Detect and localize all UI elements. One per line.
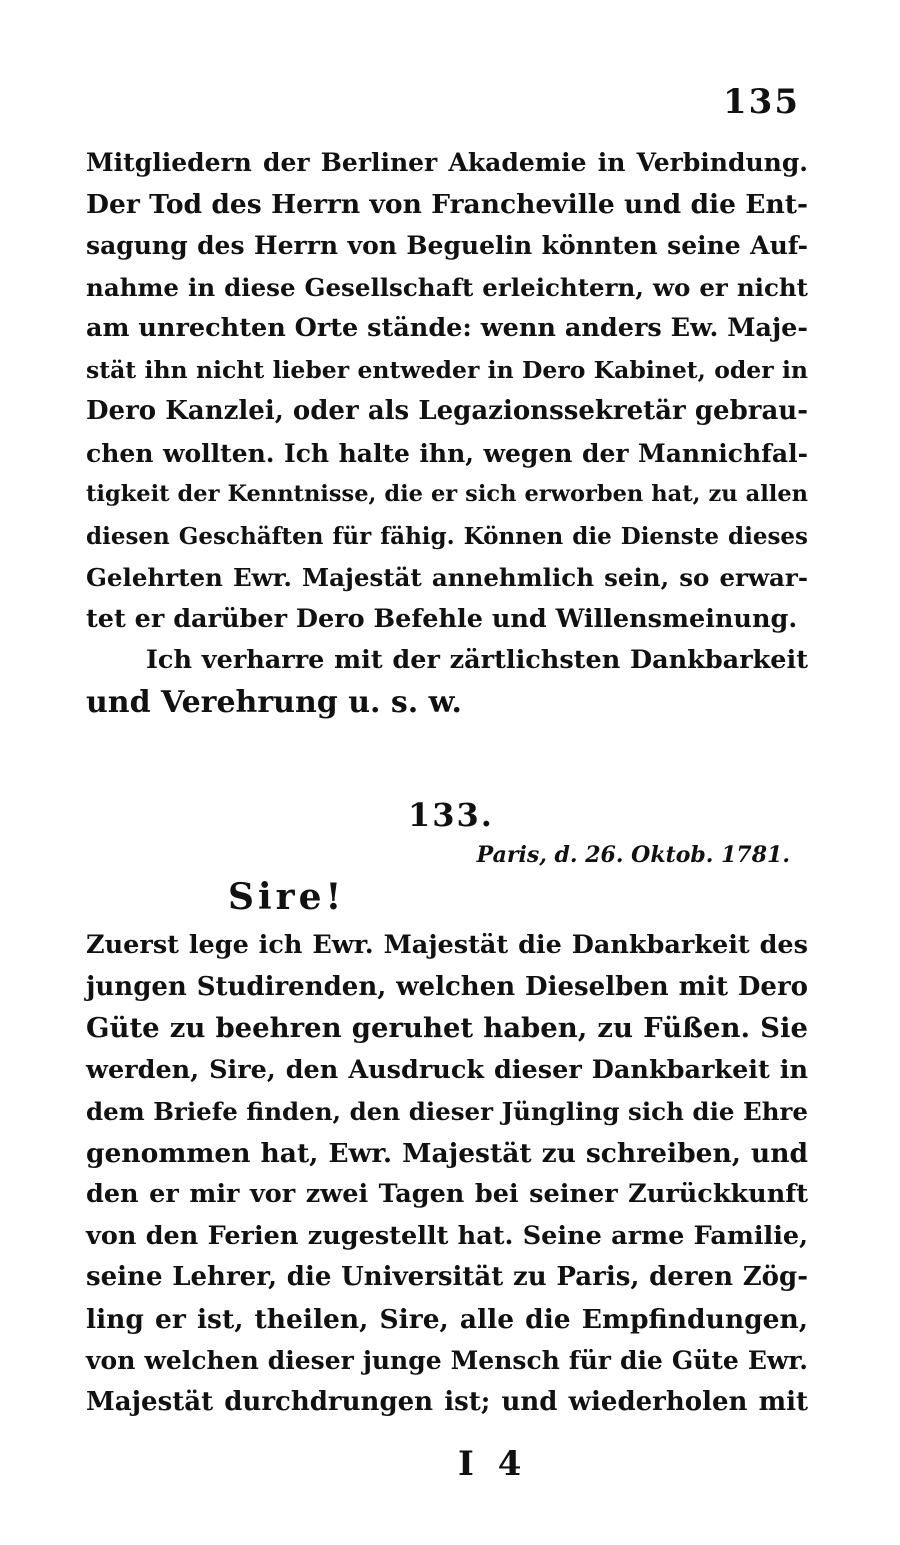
text-line: jungen Studirenden, welchen Dieselben mit Dero [86,971,808,1002]
text-line: ling er ist, theilen, Sire, alle die Empfindungen, [86,1303,808,1335]
text-line: diesen Geschäften für fähig. Können die Dienste dieses [86,522,808,550]
text-line: stät ihn nicht lieber entweder in Dero Kabinet, oder in [86,355,808,384]
signature-mark: I 4 [458,1444,528,1484]
dateline: Paris, d. 26. Oktob. 1781. [476,842,790,868]
text-line: Ich verharre mit der zärtlichsten Dankbarkeit [146,645,808,675]
text-line: Majestät durchdrungen ist; und wiederholen mit [86,1386,808,1417]
text-line: chen wollten. Ich halte ihn, wegen der Mannichfal- [86,438,808,468]
text-line: Mitgliedern der Berliner Akademie in Verbindung. [86,148,808,177]
letter-132-ending [86,142,808,723]
text-line: nahme in diese Gesellschaft erleichtern, wo er nicht [86,272,808,302]
text-line: seine Lehrer, die Universität zu Paris, deren Zög- [86,1262,808,1292]
text-line: tet er darüber Dero Befehle und Willensmeinung. [86,603,798,634]
text-line: sagung des Herrn von Beguelin könnten seine Auf- [86,231,808,260]
paragraph-continued [86,142,808,640]
text-line: Zuerst lege ich Ewr. Majestät die Dankbarkeit des [86,930,808,960]
text-line: Der Tod des Herrn von Francheville und die Ent- [86,188,808,220]
letter-133-body [86,925,808,1423]
salutation: Sire! [228,876,346,918]
text-line: Gelehrten Ewr. Majestät annehmlich sein, so erwar- [86,563,808,592]
text-line: Dero Kanzlei, oder als Legazionssekretär gebrau- [86,396,808,426]
text-line: tigkeit der Kenntnisse, die er sich erworben hat, zu allen [86,481,808,507]
text-line: von den Ferien zugestellt hat. Seine arme Familie, [86,1220,808,1251]
text-line: dem Briefe finden, den dieser Jüngling sich die Ehre [86,1097,808,1126]
closing-paragraph [86,640,808,723]
page-number: 135 [723,82,800,122]
text-line: den er mir vor zwei Tagen bei seiner Zurückkunft [86,1179,808,1209]
text-line: und Verehrung u. s. w. [86,684,462,720]
text-line: genommen hat, Ewr. Majestät zu schreiben, und [86,1137,808,1169]
text-line: werden, Sire, den Ausdruck dieser Dankbarkeit in [86,1054,808,1085]
text-line: von welchen dieser junge Mensch für die Güte Ewr. [86,1346,808,1375]
letter-number: 133. [408,796,494,834]
text-line: Güte zu beehren geruhet haben, zu Füßen. Sie [86,1012,808,1044]
text-line: am unrechten Orte stände: wenn anders Ew. Maje- [86,313,808,343]
